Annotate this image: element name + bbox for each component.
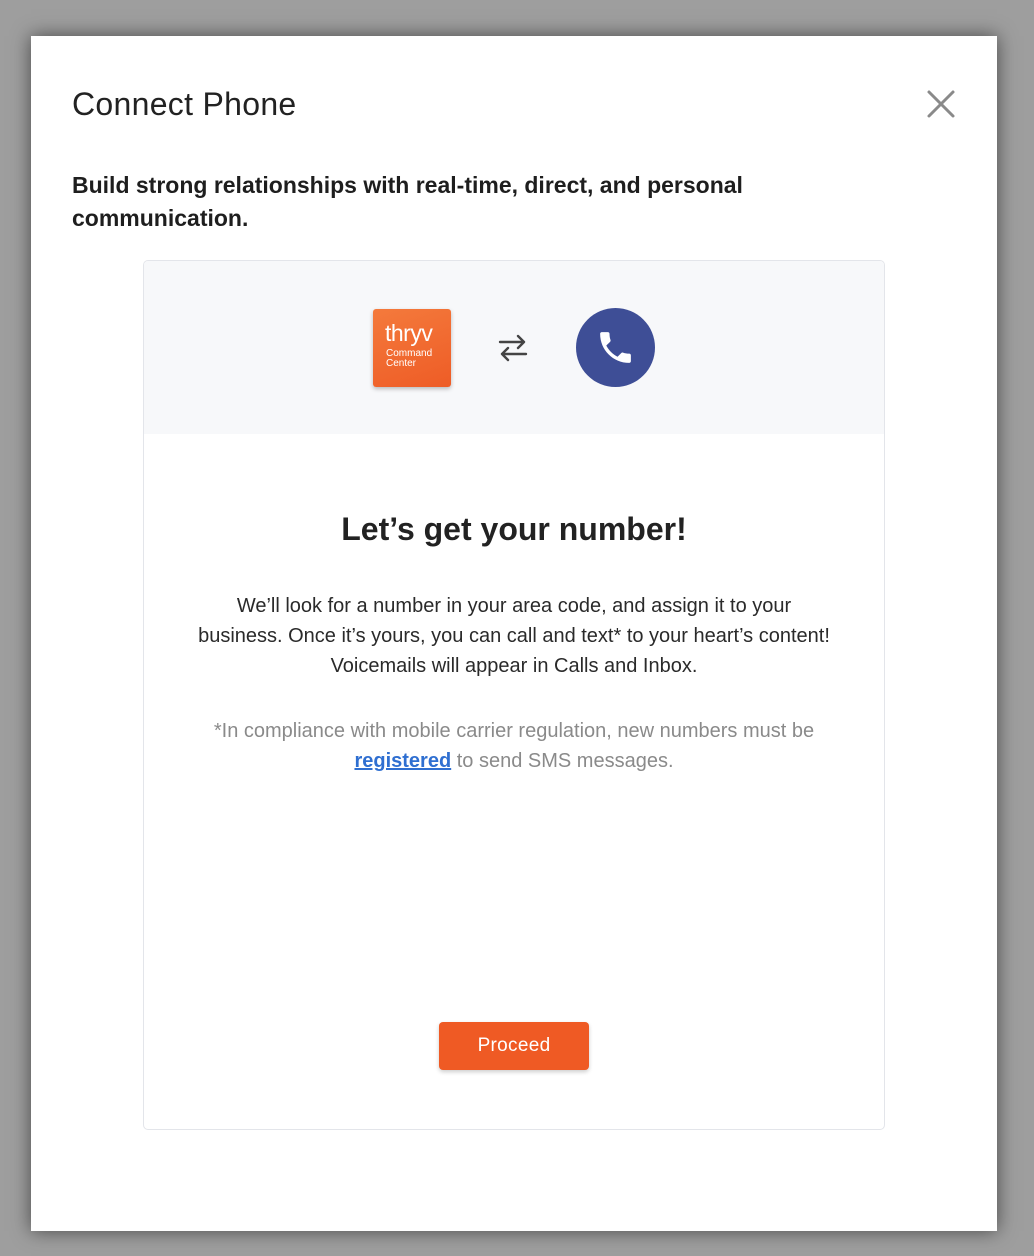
compliance-note-text-end: to send SMS messages. bbox=[451, 750, 674, 772]
phone-logo bbox=[576, 308, 655, 387]
close-icon bbox=[921, 84, 961, 124]
modal-title: Connect Phone bbox=[72, 86, 297, 122]
registered-link[interactable]: registered bbox=[354, 750, 452, 772]
thryv-command-center-logo bbox=[373, 309, 451, 387]
thryv-logo-word: thryv bbox=[385, 320, 433, 346]
thryv-logo-subtitle: Command Center bbox=[386, 348, 433, 369]
card-description: We’ll look for a number in your area code, and assign it to your business. Once it’s yours, you can call and text* to your heart’s content! Voicemails will appear in Calls and Inbox. bbox=[198, 595, 830, 677]
modal-subtitle: Build strong relationships with real-time, direct, and personal communication. bbox=[72, 172, 743, 231]
close-button[interactable] bbox=[921, 84, 961, 124]
connect-card bbox=[143, 260, 885, 1130]
card-heading: Let’s get your number! bbox=[341, 511, 687, 547]
swap-arrows-icon bbox=[496, 331, 530, 365]
compliance-note bbox=[174, 716, 854, 776]
compliance-note-text: *In compliance with mobile carrier regulation, new numbers must be bbox=[213, 720, 815, 742]
connect-phone-modal bbox=[31, 36, 997, 1231]
integration-header bbox=[144, 261, 884, 434]
proceed-button[interactable]: Proceed bbox=[439, 1022, 589, 1070]
phone-icon bbox=[595, 327, 636, 368]
